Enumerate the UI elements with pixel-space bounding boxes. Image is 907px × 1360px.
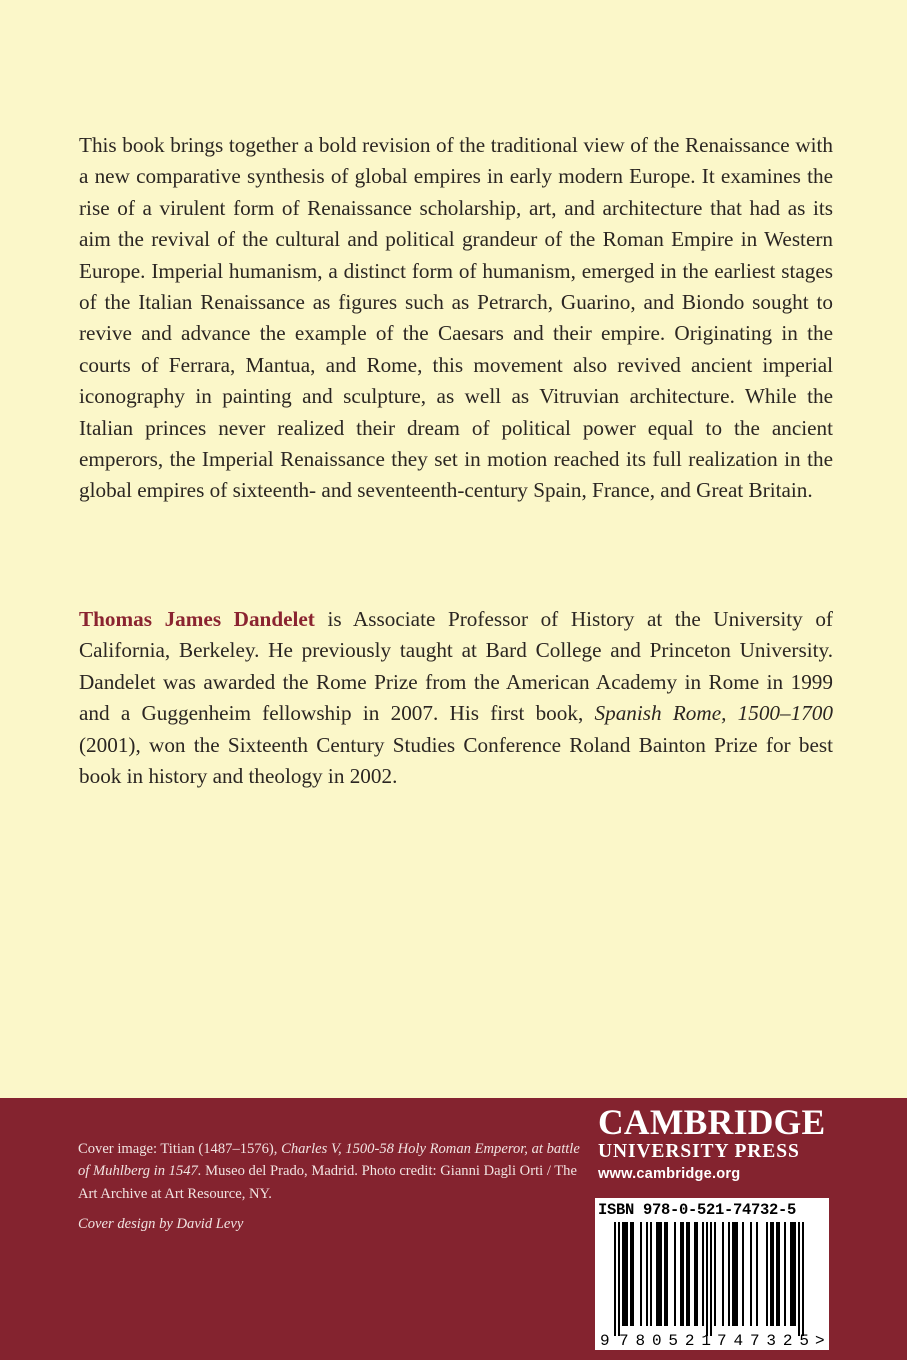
- barcode-bar: [722, 1222, 724, 1326]
- barcode-bar: [658, 1222, 660, 1326]
- credit-suffix: Museo del Prado, Madrid. Photo credit: Gianni Dagli Orti / The Art Archive at Art Resource, NY.: [78, 1163, 577, 1202]
- painting-title: Charles V, 1500-58 Holy Roman Emperor, at battle of Muhlberg in 1547.: [78, 1141, 580, 1180]
- barcode-bar: [680, 1222, 682, 1326]
- barcode-bar: [624, 1222, 626, 1326]
- barcode-bar: [664, 1222, 666, 1326]
- publisher-press: UNIVERSITY PRESS: [598, 1141, 800, 1162]
- publisher-logo: [598, 1103, 838, 1185]
- barcode-bar: [618, 1222, 620, 1336]
- barcode-bar: [646, 1222, 648, 1326]
- barcode-bar: [784, 1222, 786, 1326]
- barcode-right-digits: 747325: [717, 1332, 809, 1350]
- barcode-bar: [674, 1222, 676, 1326]
- barcode-bar: [798, 1222, 800, 1336]
- cover-design-credit: Cover design by David Levy: [78, 1216, 244, 1232]
- barcode-bar: [710, 1222, 712, 1336]
- barcode-bar: [756, 1222, 758, 1326]
- author-name: Thomas James Dandelet: [79, 607, 315, 631]
- barcode-bar: [660, 1222, 662, 1326]
- barcode-bar: [766, 1222, 768, 1326]
- barcode-bar: [666, 1222, 668, 1326]
- credit-prefix: Cover image: Titian (1487–1576),: [78, 1141, 282, 1157]
- barcode-bar: [770, 1222, 772, 1326]
- barcode-bar: [630, 1222, 632, 1326]
- barcode-bar: [732, 1222, 734, 1326]
- isbn-barcode: [595, 1198, 829, 1350]
- barcode-bar: [632, 1222, 634, 1326]
- barcode-bar: [736, 1222, 738, 1326]
- book-description: This book brings together a bold revision of the traditional view of the Renaissance with a new comparative synthesis of global empires in early modern Europe. It examines the rise of a virulent form of Renaissance scholarship, art, and architecture that had as its aim the revival of the cultural and political grandeur of the Roman Empire in Western Europe. Imperial humanism, a distinct form of humanism, emerged in the earliest stages of the Italian Renaissance as figures such as Petrarch, Guarino, and Biondo sought to revive and advance the example of the Caesars and their empire. Originating in the courts of Ferrara, Mantua, and Rome, this movement also revived ancient imperial iconography in painting and sculpture, as well as Vitruvian architecture. While the Italian princes never realized their dream of political power equal to the ancient emperors, the Imperial Renaissance they set in motion reached its full realization in the global empires of sixteenth- and seventeenth-century Spain, France, and Great Britain.: [79, 133, 833, 503]
- barcode-end-mark: >: [815, 1332, 825, 1350]
- barcode-lead-digit: 9: [600, 1332, 610, 1350]
- barcode-bar: [626, 1222, 628, 1326]
- publisher-name: CAMBRIDGE: [598, 1102, 826, 1142]
- barcode-bar: [688, 1222, 690, 1326]
- barcode-lines: [614, 1222, 804, 1336]
- isbn-label: ISBN 978-0-521-74732-5: [598, 1201, 797, 1219]
- barcode-bar: [682, 1222, 684, 1326]
- barcode-bar: [656, 1222, 658, 1326]
- barcode-bar: [792, 1222, 794, 1326]
- barcode-bar: [778, 1222, 780, 1326]
- barcode-bar: [734, 1222, 736, 1326]
- barcode-bar: [728, 1222, 730, 1326]
- barcode-bar: [750, 1222, 752, 1326]
- barcode-bar: [696, 1222, 698, 1326]
- barcode-bar: [622, 1222, 624, 1326]
- barcode-bar: [640, 1222, 642, 1326]
- author-bio-text-2: (2001), won the Sixteenth Century Studies Conference Roland Bainton Prize for best book in history and theology in 2002.: [79, 732, 833, 789]
- barcode-bar: [686, 1222, 688, 1326]
- barcode-bar: [614, 1222, 616, 1336]
- barcode-bar: [790, 1222, 792, 1326]
- barcode-bars: [595, 1198, 829, 1350]
- publisher-url: www.cambridge.org: [598, 1166, 741, 1182]
- barcode-bar: [694, 1222, 696, 1326]
- author-bio-text-1: is Associate Professor of History at the University of California, Berkeley. He previously taught at Bard College and Princeton University. Dandelet was awarded the Rome Prize from the American Academy in Rome in 1999 and a Guggenheim fellowship in 2007. His first book,: [79, 607, 833, 726]
- barcode-bar: [742, 1222, 744, 1326]
- barcode-bar: [776, 1222, 778, 1326]
- author-bio: [79, 604, 833, 792]
- cover-image-credit: [78, 1138, 588, 1205]
- barcode-bar: [772, 1222, 774, 1326]
- barcode-bar: [794, 1222, 796, 1326]
- barcode-bar: [714, 1222, 716, 1326]
- barcode-bar: [650, 1222, 652, 1326]
- barcode-bar: [702, 1222, 704, 1326]
- barcode-left-digits: 780521: [619, 1332, 711, 1350]
- barcode-bar: [802, 1222, 804, 1336]
- barcode-bar: [706, 1222, 708, 1336]
- previous-book-title: Spanish Rome, 1500–1700: [594, 701, 833, 726]
